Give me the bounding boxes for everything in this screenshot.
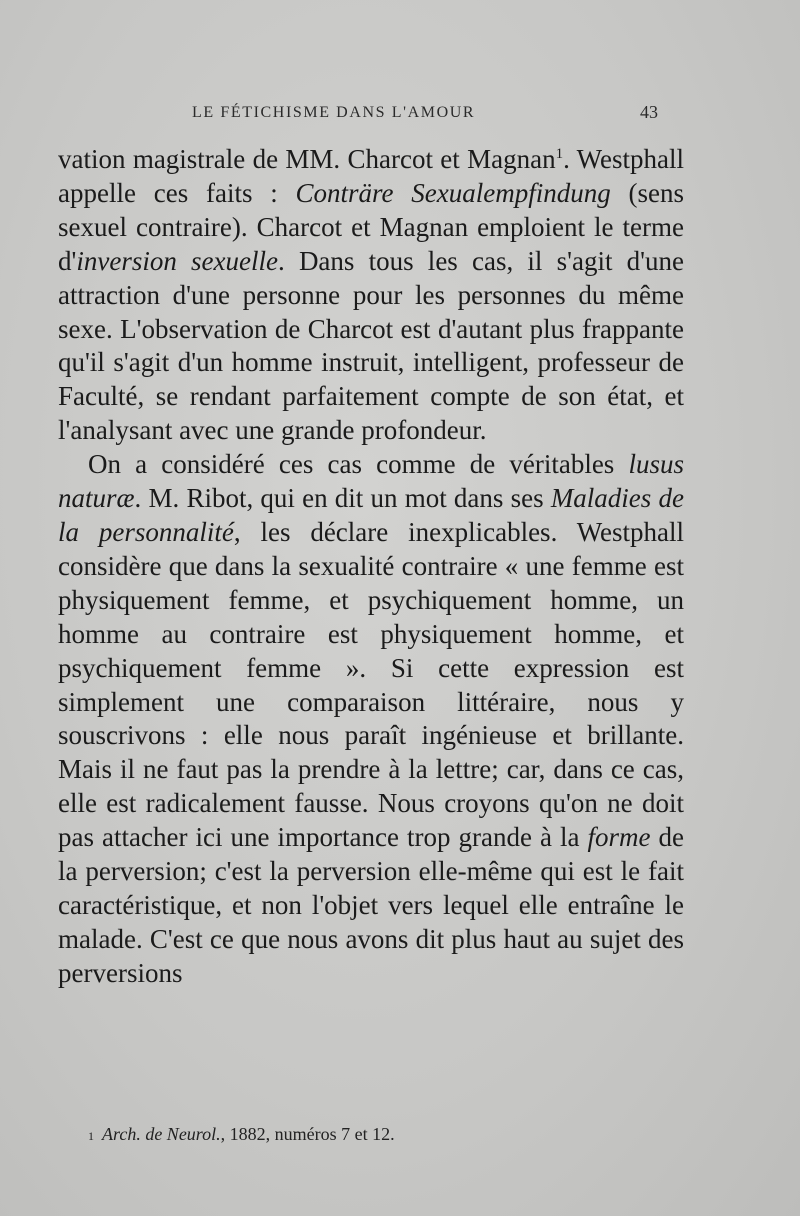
paragraph-2-text-4: de la perversion; c'est la perversion elle-même qui est le fait caractéristique, et non l'objet vers lequel elle entraîne le malade. C'est ce que nous avons dit plus haut au sujet des perversions [58,822,685,988]
paragraph-1-text-2: . Westphall appelle ces faits : [58,144,684,208]
page-number: 43 [640,102,658,122]
footnote [88,1124,688,1145]
footnote-reference: 1 [555,146,564,162]
paragraph-1-italic-1: Conträre Sexualempfindung [295,177,611,208]
paragraph-2 [58,448,684,991]
paragraph-2-text-3: , les déclare inexplicables. Westphall considère que dans la sexualité contraire « une femme est physiquement femme, et psychiquement homme, un homme au contraire est physiquement homme, et psychiquement femme ». Si cette expression est simplement une comparaison littéraire, nous y souscrivons : elle nous paraît ingénieuse et brillante. Mais il ne faut pas la prendre à la lettre; car, dans ce cas, elle est radicalement fausse. Nous croyons qu'on ne doit pas attacher ici une importance trop grande à la [58,516,684,853]
paragraph-1-italic-2: inversion sexuelle [76,245,278,276]
paragraph-1-text-4: . Dans tous les cas, il s'agit d'une attraction d'une personne pour les personnes du même sexe. L'observation de Charcot est d'autant plus frappante qu'il s'agit d'un homme instruit, intelligent, professeur de Faculté, se rendant parfaitement compte de son état, et l'analysant avec une grande profondeur. [58,245,684,446]
paragraph-1-text-1: vation magistrale de MM. Charcot et Magnan [58,144,556,174]
footnote-source: Arch. de Neurol. [102,1124,221,1144]
paragraph-2-italic-2: Maladies de la personnalité [58,483,684,547]
paragraph-2-italic-1: lusus naturæ [58,449,684,514]
footnote-mark: 1 [88,1129,94,1143]
footnote-text: , 1882, numéros 7 et 12. [220,1124,395,1144]
paragraph-2-italic-3: forme [587,822,651,853]
body-text [58,143,684,991]
paragraph-1 [58,143,684,448]
running-head [0,100,800,130]
paragraph-2-text-2: . M. Ribot, qui en dit un mot dans ses [134,483,551,514]
paragraph-1-text-3: (sens sexuel contraire). Charcot et Magnan emploient le terme d' [58,177,684,276]
paragraph-2-text-1: On a considéré ces cas comme de véritables [88,449,629,480]
running-title: LE FÉTICHISME DANS L'AMOUR [192,104,476,121]
